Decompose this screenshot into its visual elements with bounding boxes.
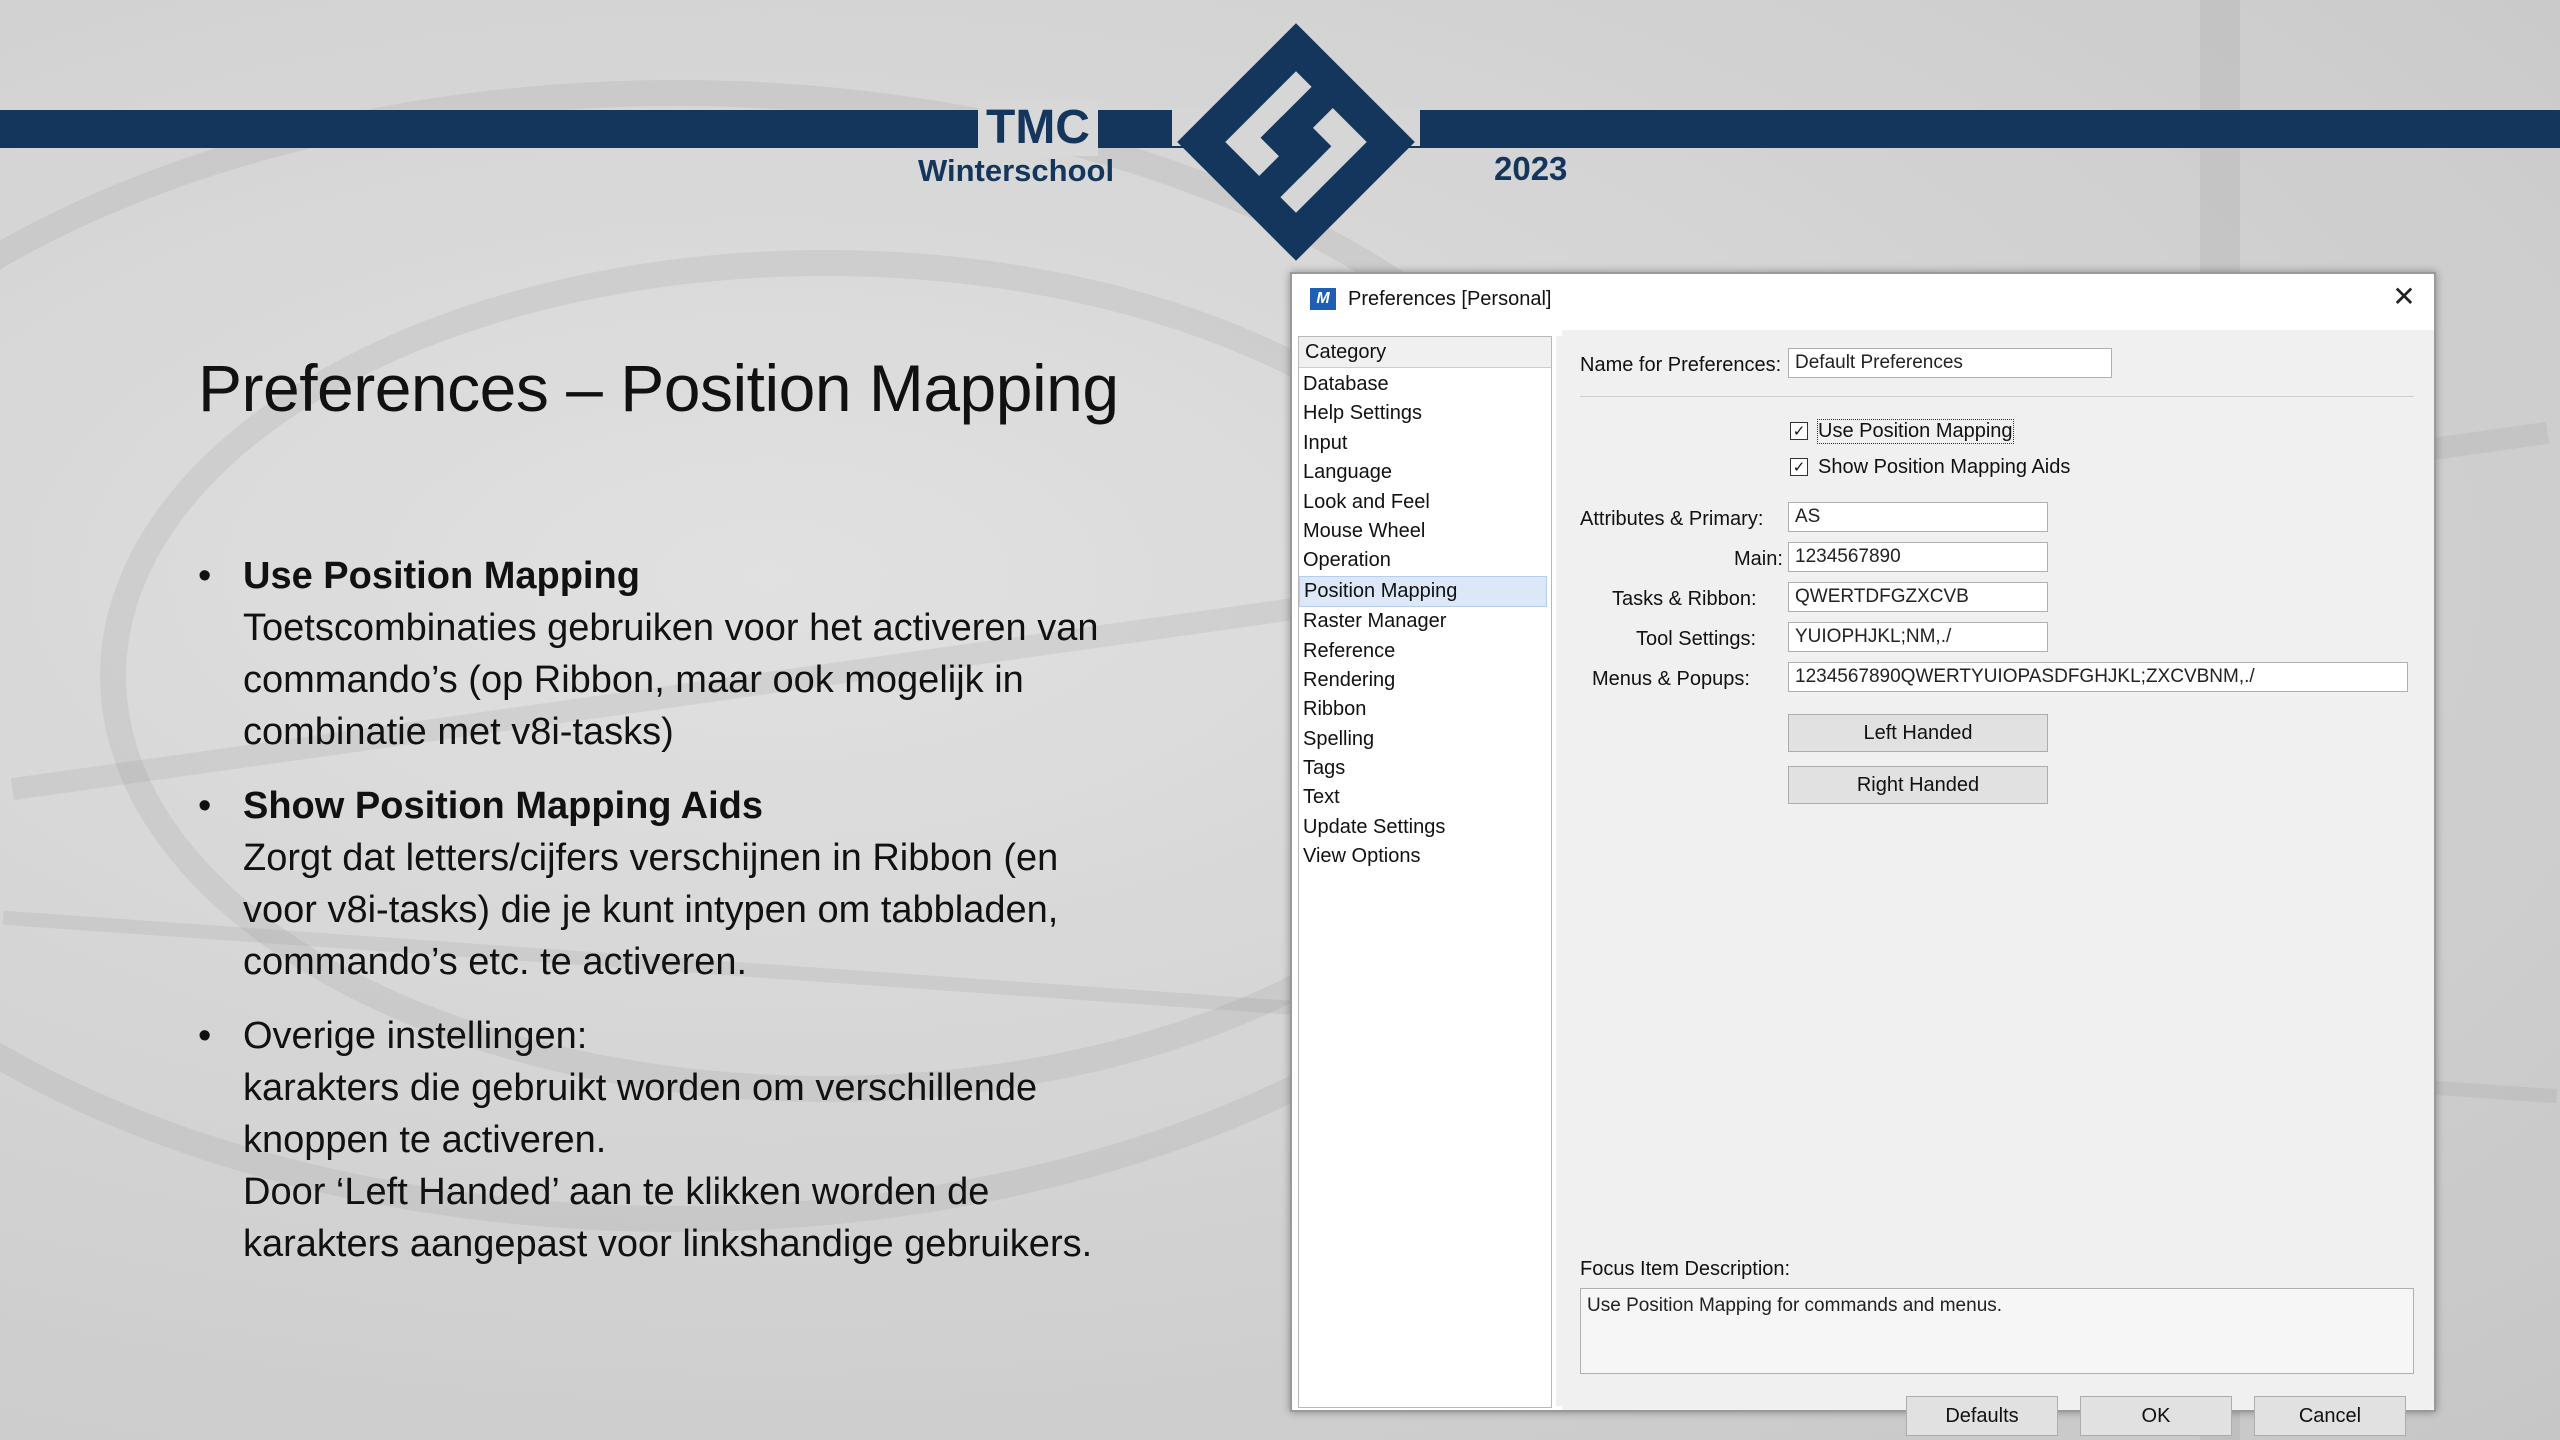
use-position-mapping-checkbox[interactable]: ✓	[1790, 422, 1808, 440]
category-list	[1299, 370, 1551, 872]
dialog-titlebar[interactable]	[1292, 274, 2434, 322]
close-icon: ✕	[2392, 280, 2416, 313]
category-item-update-settings[interactable]: Update Settings	[1303, 815, 1446, 838]
bullet-text: Zorgt dat letters/cijfers verschijnen in Ribbon (en voor v8i-tasks) die je kunt intypen om tabbladen, commando’s etc. te activeren.	[243, 837, 1059, 983]
category-item-spelling[interactable]: Spelling	[1303, 727, 1375, 750]
name-for-preferences-field[interactable]: Default Preferences	[1788, 348, 2112, 378]
focus-item-description: Use Position Mapping for commands and menus.	[1580, 1288, 2414, 1374]
category-item-input[interactable]: Input	[1303, 431, 1348, 454]
ok-button[interactable]: OK	[2080, 1396, 2232, 1436]
category-item-look-and-feel[interactable]: Look and Feel	[1303, 490, 1430, 513]
logo-year: 2023	[1494, 150, 1568, 187]
logo-text: TMC	[978, 100, 1098, 156]
defaults-button[interactable]: Defaults	[1906, 1396, 2058, 1436]
bullet-list	[198, 550, 1258, 1292]
preferences-dialog	[1290, 272, 2436, 1427]
bullet-item	[198, 550, 1258, 758]
bullet-heading: • Show Position Mapping Aids	[243, 785, 764, 827]
bullet-item	[198, 1010, 1258, 1270]
tasks-ribbon-field[interactable]: QWERTDFGZXCVB	[1788, 582, 2048, 612]
attributes-primary-field[interactable]: AS	[1788, 502, 2048, 532]
use-position-mapping-label[interactable]: Use Position Mapping	[1818, 420, 2013, 442]
right-handed-button[interactable]: Right Handed	[1788, 766, 2048, 804]
cancel-button[interactable]: Cancel	[2254, 1396, 2406, 1436]
slide-title: Preferences – Position Mapping	[198, 351, 1119, 425]
category-item-operation[interactable]: Operation	[1303, 549, 1391, 572]
name-for-preferences-label: Name for Preferences:	[1580, 354, 1782, 376]
app-icon: M	[1310, 288, 1336, 310]
category-item-tags[interactable]: Tags	[1303, 757, 1346, 780]
dialog-title: Preferences [Personal]	[1348, 288, 1552, 310]
attributes-primary-label: Attributes & Primary:	[1580, 508, 1764, 530]
tool-settings-field[interactable]: YUIOPHJKL;NM,./	[1788, 622, 2048, 652]
category-item-reference[interactable]: Reference	[1303, 639, 1396, 662]
category-item-mouse-wheel[interactable]: Mouse Wheel	[1303, 519, 1426, 542]
category-item-rendering[interactable]: Rendering	[1303, 668, 1396, 691]
close-button[interactable]	[2386, 280, 2422, 316]
bullet-text: Toetscombinaties gebruiken voor het activeren van commando’s (op Ribbon, maar ook mogelijk in combinatie met v8i-tasks)	[243, 607, 1099, 753]
settings-content	[1562, 330, 2434, 1427]
main-field[interactable]: 1234567890	[1788, 542, 2048, 572]
main-label: Main:	[1734, 548, 1783, 570]
category-item-raster-manager[interactable]: Raster Manager	[1303, 610, 1447, 633]
category-item-ribbon[interactable]: Ribbon	[1303, 698, 1367, 721]
separator	[1580, 396, 2414, 397]
show-position-mapping-aids-label[interactable]: Show Position Mapping Aids	[1818, 456, 2071, 478]
category-item-position-mapping[interactable]: Position Mapping	[1299, 576, 1547, 607]
category-item-text[interactable]: Text	[1303, 786, 1340, 809]
category-header[interactable]: Category	[1299, 337, 1551, 368]
logo-subtitle: Winterschool	[918, 153, 1115, 188]
category-item-help-settings[interactable]: Help Settings	[1303, 402, 1422, 425]
menus-popups-field[interactable]: 1234567890QWERTYUIOPASDFGHJKL;ZXCVBNM,./	[1788, 662, 2408, 692]
tasks-ribbon-label: Tasks & Ribbon:	[1612, 588, 1757, 610]
logo-mark-icon	[1172, 18, 1420, 266]
tool-settings-label: Tool Settings:	[1636, 628, 1757, 650]
show-position-mapping-aids-checkbox[interactable]: ✓	[1790, 458, 1808, 476]
category-panel	[1298, 336, 1552, 1408]
category-item-language[interactable]: Language	[1303, 461, 1392, 484]
category-item-database[interactable]: Database	[1303, 373, 1389, 395]
bullet-heading: • Use Position Mapping	[243, 555, 640, 597]
left-handed-button[interactable]: Left Handed	[1788, 714, 2048, 752]
focus-item-description-label: Focus Item Description:	[1580, 1258, 1791, 1280]
menus-popups-label: Menus & Popups:	[1592, 668, 1750, 690]
category-item-view-options[interactable]: View Options	[1303, 845, 1421, 868]
bullet-text: • Overige instellingen: karakters die gebruikt worden om verschillende knoppen te activeren. Door ‘Left Handed’ aan te klikken worden de karakters aangepast voor linkshandige gebruikers.	[243, 1015, 1093, 1265]
bullet-item	[198, 780, 1258, 988]
